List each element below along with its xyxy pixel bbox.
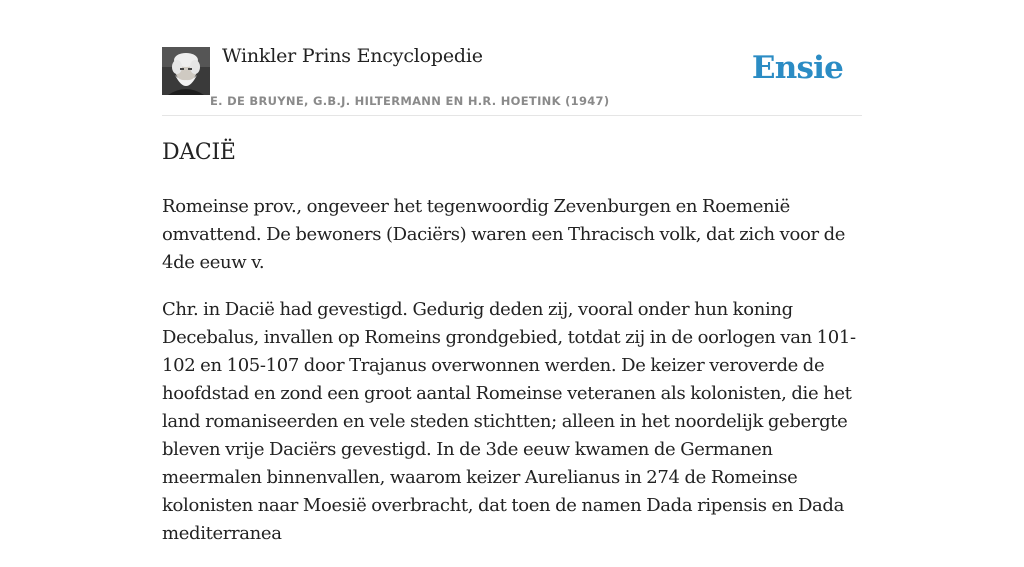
- author-avatar[interactable]: [162, 47, 210, 95]
- publication-title[interactable]: Winkler Prins Encyclopedie: [222, 45, 483, 67]
- ensie-logo[interactable]: Ensie: [751, 50, 843, 86]
- author-portrait-icon: [162, 47, 210, 95]
- entry-paragraph: Chr. in Dacië had gevestigd. Gedurig deden zij, vooral onder hun koning Decebalus, invallen op Romeins grondgebied, totdat zij in de oorlogen van 101-102 en 105-107 door Trajanus overwonnen werden. De keizer veroverde de hoofdstad en zond een groot aantal Romeinse veteranen als kolonisten, die het land romaniseerden en vele steden stichtten; alleen in het noordelijk gebergte bleven vrije Daciërs gevestigd. In de 3de eeuw kwamen de Germanen meermalen binnenvallen, waarom keizer Aurelianus in 274 de Romeinse kolonisten naar Moesië overbracht, dat toen de namen Dada ripensis en Dada mediterranea: [162, 299, 856, 544]
- publication-authors: E. DE BRUYNE, G.B.J. HILTERMANN EN H.R. HOETINK (1947): [210, 94, 610, 108]
- entry-body: [162, 193, 862, 567]
- entry-paragraph: Romeinse prov., ongeveer het tegenwoordig Zevenburgen en Roemenië omvattend. De bewoners (Daciërs) waren een Thracisch volk, dat zich voor de 4de eeuw v.: [162, 196, 846, 273]
- entry-title: DACIË: [162, 140, 236, 165]
- publication-header: [162, 40, 862, 116]
